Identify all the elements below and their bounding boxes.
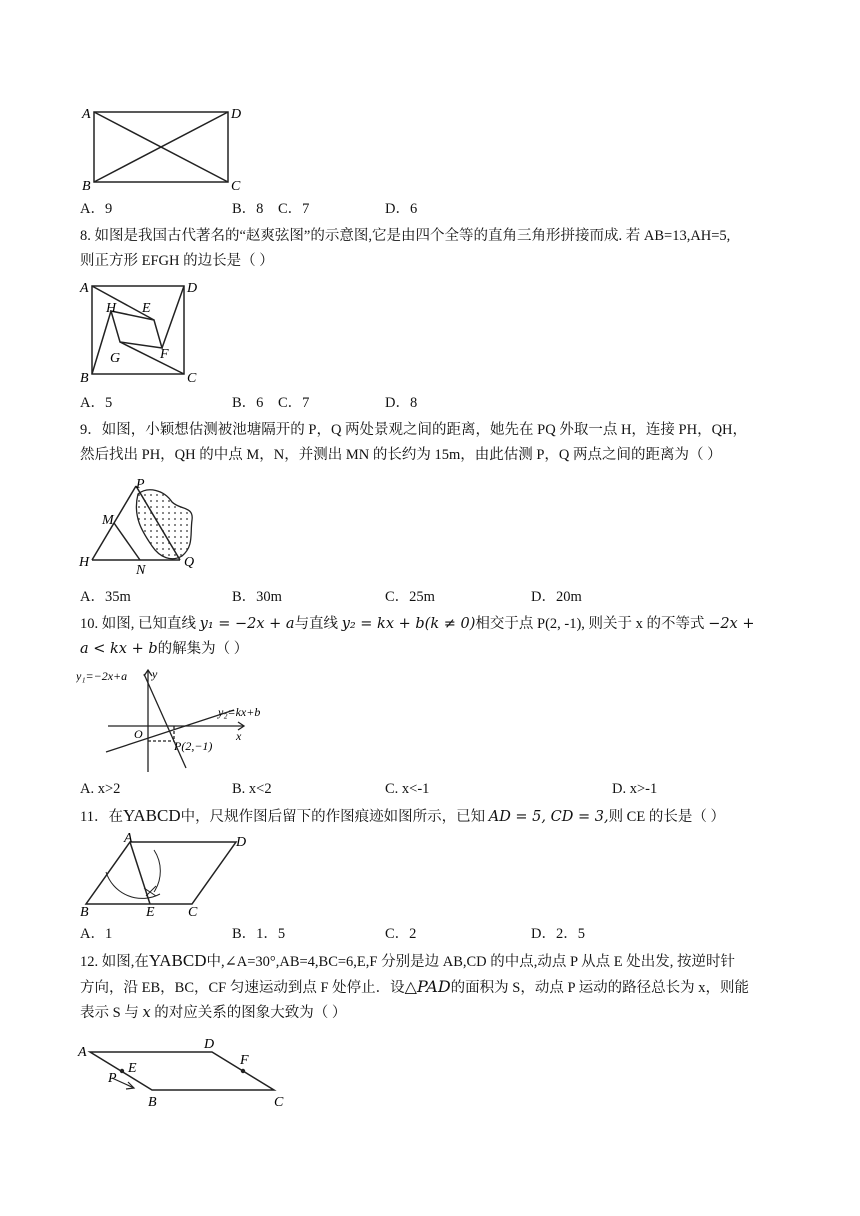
q8-stem-line1: 8. 如图是我国古代著名的“赵爽弦图”的示意图,它是由四个全等的直角三角形拼接而成. 若 AB=13,AH=5, xyxy=(80,228,731,244)
q8-option-b[interactable]: B．6 xyxy=(232,395,264,411)
q11-stem xyxy=(80,806,725,827)
q8-option-d[interactable]: D．8 xyxy=(385,395,418,411)
q9-stem-line2: 然后找出 PH，QH 的中点 M，N，并测出 MN 的长约为 15m，由此估测 P，Q 两点之间的距离为（ ） xyxy=(80,447,722,463)
q10-stem-line1 xyxy=(80,614,755,634)
q7-option-a[interactable]: A．9 xyxy=(80,201,113,217)
q10-line-y1 xyxy=(144,674,186,768)
q8-label-b: B xyxy=(80,371,89,384)
q12-label-f: F xyxy=(240,1053,249,1068)
q7-label-b: B xyxy=(82,179,91,194)
q9-line-mn xyxy=(114,523,140,560)
q12-point-e xyxy=(120,1069,124,1073)
q12-label-a: A xyxy=(78,1045,87,1060)
q10-label-y1: y₁=−2x+a xyxy=(76,669,128,683)
q11-label-a: A xyxy=(124,832,133,846)
q9-label-m: M xyxy=(102,513,114,528)
q10-option-b[interactable]: B. x<2 xyxy=(232,781,272,797)
q10-label-y: y xyxy=(152,667,158,681)
q12-label-e: E xyxy=(128,1061,137,1076)
q11-option-d[interactable]: D．2．5 xyxy=(531,926,585,942)
q8-option-a[interactable]: A．5 xyxy=(80,395,113,411)
q10-label-p: P(2,−1) xyxy=(174,739,213,753)
q11-text-1: 11．在 xyxy=(80,809,123,825)
q8-option-c[interactable]: C．7 xyxy=(278,395,310,411)
q12-text-1: 12. 如图,在 xyxy=(80,954,149,970)
q12-label-c: C xyxy=(274,1095,284,1110)
q9-label-p: P xyxy=(136,477,145,492)
q10-equation-y1: y₁ = −2x + a xyxy=(199,616,295,632)
q9-label-q: Q xyxy=(184,555,195,570)
q7-option-d[interactable]: D．6 xyxy=(385,201,418,217)
q11-arc-2 xyxy=(154,850,160,892)
q8-line-df xyxy=(162,286,184,348)
q10-line-y2 xyxy=(106,710,234,752)
q10-text-1: 10. 如图, 已知直线 xyxy=(80,616,200,632)
q11-label-c: C xyxy=(188,905,198,918)
q10-label-x: x xyxy=(236,729,242,743)
q8-stem-line2: 则正方形 EFGH 的边长是（ ） xyxy=(80,253,274,269)
q8-label-h: H xyxy=(106,301,117,316)
q11-option-c[interactable]: C．2 xyxy=(385,926,417,942)
q12-triangle-pad: △PAD xyxy=(404,977,451,996)
q11-parallelogram-symbol: YABCD xyxy=(122,806,181,825)
q12-variable-x: x xyxy=(142,1005,151,1021)
q7-label-c: C xyxy=(231,179,241,194)
q10-equation-y2: y₂ = kx + b(k ≠ 0) xyxy=(341,616,476,632)
q11-parallelogram xyxy=(86,842,236,904)
q8-inner-square-efgh xyxy=(111,311,162,348)
q9-label-h: H xyxy=(79,555,90,570)
q7-label-a: A xyxy=(82,107,91,122)
q10-option-a[interactable]: A. x>2 xyxy=(80,781,121,797)
q12-parallelogram-symbol: YABCD xyxy=(148,951,207,970)
q12-text-5: 表示 S 与 xyxy=(80,1005,143,1021)
q10-option-c[interactable]: C. x<-1 xyxy=(385,781,430,797)
q8-label-a: A xyxy=(80,281,89,296)
q9-option-d[interactable]: D．20m xyxy=(531,589,582,605)
q10-text-3: 相交于点 P(2, -1), 则关于 x 的不等式 xyxy=(475,616,709,632)
q10-option-d[interactable]: D. x>-1 xyxy=(612,781,658,797)
q7-label-d: D xyxy=(231,107,242,122)
q10-text-4: 的解集为（ ） xyxy=(157,641,249,657)
q12-text-6: 的对应关系的图象大致为（ ） xyxy=(150,1005,347,1021)
q8-label-e: E xyxy=(142,301,151,316)
q11-text-3: 则 CE 的长是（ ） xyxy=(608,809,725,825)
q12-stem-line2 xyxy=(80,977,749,998)
q10-label-o: O xyxy=(134,727,143,741)
q12-figure xyxy=(76,1036,296,1112)
q9-option-a[interactable]: A．35m xyxy=(80,589,131,605)
q7-option-c[interactable]: C．7 xyxy=(278,201,310,217)
q11-equation: AD = 5, CD = 3, xyxy=(488,809,609,825)
q9-figure xyxy=(76,474,206,574)
q12-text-3: 方向，沿 EB，BC，CF 匀速运动到点 F 处停止．设 xyxy=(80,980,405,996)
q12-label-p: P xyxy=(108,1071,117,1086)
q9-option-b[interactable]: B．30m xyxy=(232,589,282,605)
q11-arc-1 xyxy=(106,872,160,898)
q8-label-c: C xyxy=(187,371,197,384)
q8-figure xyxy=(76,278,206,384)
q7-option-b[interactable]: B．8 xyxy=(232,201,264,217)
q11-figure xyxy=(76,832,266,918)
q12-point-f xyxy=(241,1069,245,1073)
q7-figure xyxy=(78,104,248,196)
q10-text-2: 与直线 xyxy=(294,616,342,632)
q9-label-n: N xyxy=(136,563,146,574)
q10-inequality-part1: −2x + xyxy=(708,616,755,632)
q8-label-g: G xyxy=(110,351,121,366)
q8-label-f: F xyxy=(160,347,169,362)
q12-text-4: 的面积为 S，动点 P 运动的路径总长为 x，则能 xyxy=(450,980,749,996)
q12-stem-line1 xyxy=(80,951,735,972)
q10-inequality-part2: a < kx + b xyxy=(80,641,158,657)
q12-label-b: B xyxy=(148,1095,157,1110)
q12-text-2: 中,∠A=30°,AB=4,BC=6,E,F 分别是边 AB,CD 的中点,动点 P 从点 E 处出发, 按逆时针 xyxy=(206,954,736,970)
q12-stem-line3 xyxy=(80,1003,346,1023)
q8-label-d: D xyxy=(187,281,198,296)
q10-figure xyxy=(76,664,286,776)
q11-text-2: 中，尺规作图后留下的作图痕迹如图所示，已知 xyxy=(180,809,489,825)
q10-stem-line2 xyxy=(80,639,248,659)
q12-label-d: D xyxy=(204,1037,215,1052)
q11-option-a[interactable]: A．1 xyxy=(80,926,113,942)
q11-label-e: E xyxy=(146,905,155,918)
q11-label-b: B xyxy=(80,905,89,918)
q11-option-b[interactable]: B．1．5 xyxy=(232,926,286,942)
q9-option-c[interactable]: C．25m xyxy=(385,589,435,605)
q8-line-bh xyxy=(92,311,111,374)
q9-stem-line1: 9．如图，小颖想估测被池塘隔开的 P，Q 两处景观之间的距离，她先在 PQ 外取一点 H，连接 PH，QH， xyxy=(80,422,748,438)
q10-label-y2: y₂=kx+b xyxy=(218,705,261,719)
q11-label-d: D xyxy=(236,835,247,850)
